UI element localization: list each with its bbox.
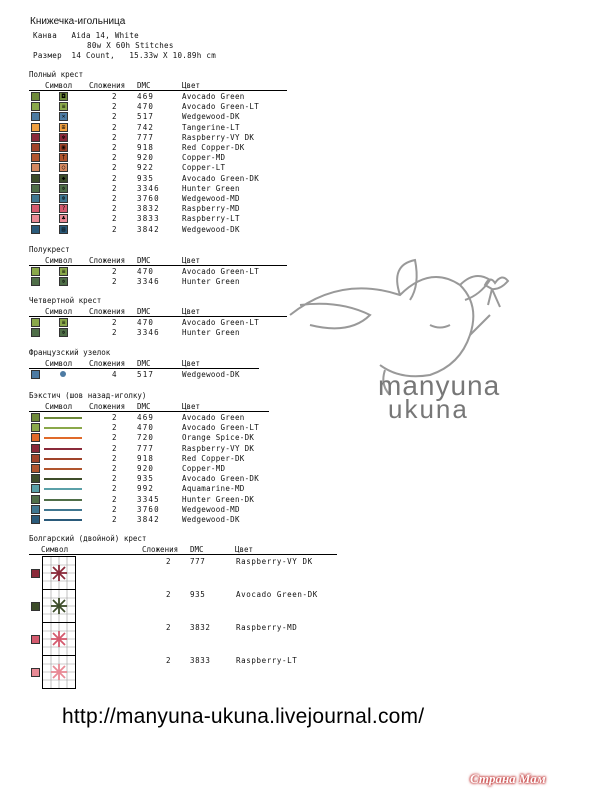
color-swatch [31,214,40,223]
header-strands: Сложения [89,307,126,316]
stitch-symbol: ◘ [59,92,68,101]
color-name: Wedgewood-DK [182,370,240,379]
bulgarian-cross-icon [43,590,75,622]
bulgarian-cross-icon [43,557,75,589]
table-row [0,515,600,525]
logo-text-1: manyuna [378,370,501,401]
strands-value: 2 [112,122,117,132]
header-rule [29,554,337,555]
dmc-number: 470 [137,318,155,327]
color-swatch [31,225,40,234]
header-symbol: Символ [45,359,73,368]
color-swatch [31,484,40,493]
strands-value: 2 [112,484,117,494]
backstitch-line [44,427,82,429]
strands-value: 2 [112,153,117,163]
knot-symbol [60,371,66,377]
color-name: Aquamarine-MD [182,484,245,494]
dmc-number: 918 [137,143,155,152]
dmc-number: 470 [137,423,155,433]
color-name: Wedgewood-DK [182,112,240,122]
stitch-symbol: ○ [59,163,68,172]
strands-value: 2 [112,433,117,443]
header-rule [29,90,287,91]
color-name: Avocado Green [182,413,245,422]
strands-value: 2 [112,494,117,504]
table-row [0,277,600,287]
dmc-number: 469 [137,413,155,422]
header-color: Цвет [182,359,201,368]
strands-value: 2 [166,656,172,665]
backstitch-line [44,437,82,439]
dmc-number: 920 [137,464,155,473]
header-strands: Сложения [89,256,126,265]
color-swatch [31,328,40,337]
header-symbol: Символ [45,402,73,411]
table-row [0,92,600,102]
stitch-grid [42,655,76,689]
strands-value: 2 [112,92,117,101]
header-dmc: DMC [137,81,151,90]
dmc-number: 922 [137,163,155,173]
color-name: Wedgewood-MD [182,504,240,514]
stitch-symbol: ✲ [59,184,68,193]
color-name: Avocado Green-LT [182,423,260,433]
dmc-number: 935 [137,474,155,484]
table-row [0,174,600,184]
color-swatch [31,454,40,463]
stitch-symbol: ◆ [59,174,68,183]
table-row [0,370,600,380]
table-row [0,328,600,338]
color-name: Copper-MD [182,464,226,473]
header-rule [29,368,259,369]
color-swatch [31,464,40,473]
color-swatch [31,569,40,578]
table-row [0,318,600,328]
table-row [0,484,600,494]
section-title-full: Полный крест [29,70,84,79]
color-swatch [31,495,40,504]
table-row [0,267,600,277]
color-swatch [31,444,40,453]
meta-canvas: Канва Aida 14, White [33,31,139,40]
strands-value: 2 [166,590,172,599]
table-row [0,112,600,122]
table-row [0,444,600,454]
stitch-symbol: ▤ [59,225,68,234]
header-strands: Сложения [89,81,126,90]
dmc-number: 3346 [137,328,160,338]
header-symbol: Символ [41,545,69,554]
color-swatch [31,370,40,379]
backstitch-line [44,509,82,511]
page-title: Книжечка-игольница [30,16,126,27]
table-row [0,225,600,235]
color-swatch [31,423,40,432]
stitch-grid [42,556,76,590]
color-swatch [31,123,40,132]
color-swatch [31,143,40,152]
dmc-number: 517 [137,112,155,122]
color-swatch [31,163,40,172]
backstitch-line [44,499,82,501]
header-color: Цвет [182,256,201,265]
table-row [0,184,600,194]
header-symbol: Символ [45,81,73,90]
dmc-number: 777 [137,443,155,453]
table-row [0,153,600,163]
dmc-number: 3842 [137,515,160,524]
dmc-number: 3833 [137,214,160,224]
color-name: Red Copper-DK [182,143,245,152]
table-row [0,413,600,423]
color-name: Copper-LT [182,163,226,173]
dmc-number: 992 [137,484,155,494]
color-swatch [31,267,40,276]
strands-value: 4 [112,370,117,379]
stitch-symbol: ✻ [59,133,68,142]
table-row [0,433,600,443]
color-name: Avocado Green [182,92,245,101]
strands-value: 2 [112,173,117,183]
table-row [0,102,600,112]
header-rule [29,411,269,412]
table-row [0,495,600,505]
stitch-symbol: ✕ [59,112,68,121]
dmc-number: 470 [137,267,155,276]
table-row [0,123,600,133]
dmc-number: 918 [137,453,155,463]
strands-value: 2 [112,464,117,473]
color-name: Avocado Green-DK [236,590,318,599]
color-name: Hunter Green-DK [182,494,255,504]
dmc-number: 3345 [137,494,160,504]
dmc-number: 517 [137,370,155,379]
strands-value: 2 [112,204,117,214]
header-symbol: Символ [45,256,73,265]
header-dmc: DMC [137,402,151,411]
color-name: Wedgewood-DK [182,224,240,234]
stitch-symbol: ≡ [59,102,68,111]
color-swatch [31,318,40,327]
stitch-symbol: ? [59,204,68,213]
strands-value: 2 [112,277,117,287]
color-swatch [31,153,40,162]
color-swatch [31,413,40,422]
strands-value: 2 [112,194,117,203]
header-color: Цвет [235,545,254,554]
strands-value: 2 [112,504,117,514]
stitch-symbol: ≡ [59,267,68,276]
color-name: Raspberry-VY DK [182,443,255,453]
color-name: Hunter Green [182,328,240,338]
bulgarian-cross-icon [43,623,75,655]
color-swatch [31,92,40,101]
table-row [0,505,600,515]
strands-value: 2 [166,557,172,566]
color-swatch [31,433,40,442]
strands-value: 2 [112,214,117,224]
color-name: Raspberry-LT [236,656,298,665]
meta-size: Размер 14 Count, 15.33w X 10.89h cm [33,51,217,60]
dmc-number: 3832 [137,204,160,214]
stitch-grid [42,622,76,656]
header-dmc: DMC [137,256,151,265]
backstitch-line [44,448,82,450]
section-title-french: Французский узелок [29,348,111,357]
stitch-symbol: ✲ [59,328,68,337]
color-name: Red Copper-DK [182,453,245,463]
strands-value: 2 [112,224,117,234]
color-swatch [31,277,40,286]
strands-value: 2 [112,163,117,173]
header-rule [29,265,287,266]
header-dmc: DMC [137,359,151,368]
stitch-symbol: † [59,153,68,162]
color-name: Hunter Green [182,277,240,287]
header-rule [29,316,287,317]
strands-value: 2 [112,443,117,453]
table-row [0,194,600,204]
logo-text-2: ukuna [388,394,469,424]
source-url[interactable]: http://manyuna-ukuna.livejournal.com/ [62,705,425,728]
color-swatch [31,668,40,677]
color-swatch [31,515,40,524]
backstitch-line [44,519,82,521]
table-row [0,454,600,464]
stitch-symbol: ♣ [59,214,68,223]
dmc-number: 777 [137,132,155,142]
stitch-symbol: ✲ [59,277,68,286]
color-name: Wedgewood-DK [182,515,240,524]
dmc-number: 935 [190,590,206,599]
color-name: Raspberry-MD [236,623,298,632]
color-name: Avocado Green-LT [182,102,260,112]
table-row [0,464,600,474]
dmc-number: 3346 [137,277,160,287]
stitch-symbol: ▣ [59,143,68,152]
color-swatch [31,635,40,644]
table-row [0,423,600,433]
strands-value: 2 [112,453,117,463]
section-title-bulgarian: Болгарский (двойной) крест [29,534,147,543]
strands-value: 2 [112,102,117,112]
table-row [0,204,600,214]
dmc-number: 920 [137,153,155,163]
color-name: Copper-MD [182,153,226,163]
color-name: Avocado Green-LT [182,318,260,327]
strands-value: 2 [112,183,117,193]
dmc-number: 3832 [190,623,211,632]
strands-value: 2 [112,328,117,338]
strands-value: 2 [112,132,117,142]
table-row [0,143,600,153]
dmc-number: 470 [137,102,155,112]
color-swatch [31,112,40,121]
color-swatch [31,133,40,142]
color-name: Raspberry-LT [182,214,240,224]
color-swatch [31,184,40,193]
section-title-quarter: Четвертной крест [29,296,102,305]
strands-value: 2 [112,318,117,327]
backstitch-line [44,468,82,470]
color-swatch [31,194,40,203]
color-name: Avocado Green-DK [182,474,260,484]
header-strands: Сложения [89,402,126,411]
color-name: Avocado Green-DK [182,173,260,183]
strands-value: 2 [112,267,117,276]
strands-value: 2 [112,112,117,122]
dmc-number: 3842 [137,224,160,234]
dmc-number: 469 [137,92,155,101]
color-swatch [31,505,40,514]
section-title-half: Полукрест [29,245,70,254]
meta-stitches: 80w X 60h Stitches [87,41,174,50]
stitch-grid [42,589,76,623]
watermark: Страна Мам [470,771,546,786]
color-swatch [31,474,40,483]
header-color: Цвет [182,307,201,316]
table-row [0,163,600,173]
header-strands: Сложения [89,359,126,368]
strands-value: 2 [112,515,117,524]
dmc-number: 720 [137,433,155,443]
section-title-backstitch: Бэкстич (шов назад-иголку) [29,391,147,400]
dmc-number: 935 [137,173,155,183]
color-name: Raspberry-VY DK [236,557,313,566]
header-dmc: DMC [137,307,151,316]
strands-value: 2 [112,413,117,422]
dmc-number: 3833 [190,656,211,665]
color-swatch [31,174,40,183]
dmc-number: 3760 [137,504,160,514]
backstitch-line [44,417,82,419]
color-name: Raspberry-MD [182,204,240,214]
dmc-number: 3346 [137,183,160,193]
header-color: Цвет [182,402,201,411]
color-name: Avocado Green-LT [182,267,260,276]
header-strands: Сложения [142,545,179,554]
color-swatch [31,102,40,111]
color-name: Wedgewood-MD [182,194,240,203]
backstitch-line [44,478,82,480]
color-name: Orange Spice-DK [182,433,255,443]
table-row [0,133,600,143]
dmc-number: 777 [190,557,206,566]
stitch-symbol: ⊞ [59,123,68,132]
strands-value: 2 [112,423,117,433]
backstitch-line [44,488,82,490]
stitch-symbol: ≡ [59,318,68,327]
color-name: Hunter Green [182,183,240,193]
table-row [0,214,600,224]
header-dmc: DMC [190,545,204,554]
color-swatch [31,602,40,611]
bulgarian-cross-icon [43,656,75,688]
color-name: Raspberry-VY DK [182,132,255,142]
color-name: Tangerine-LT [182,122,240,132]
header-color: Цвет [182,81,201,90]
dmc-number: 3760 [137,194,160,203]
dmc-number: 742 [137,122,155,132]
color-swatch [31,204,40,213]
strands-value: 2 [112,143,117,152]
strands-value: 2 [112,474,117,484]
backstitch-line [44,458,82,460]
stitch-symbol: ⊗ [59,194,68,203]
header-symbol: Символ [45,307,73,316]
strands-value: 2 [166,623,172,632]
table-row [0,474,600,484]
